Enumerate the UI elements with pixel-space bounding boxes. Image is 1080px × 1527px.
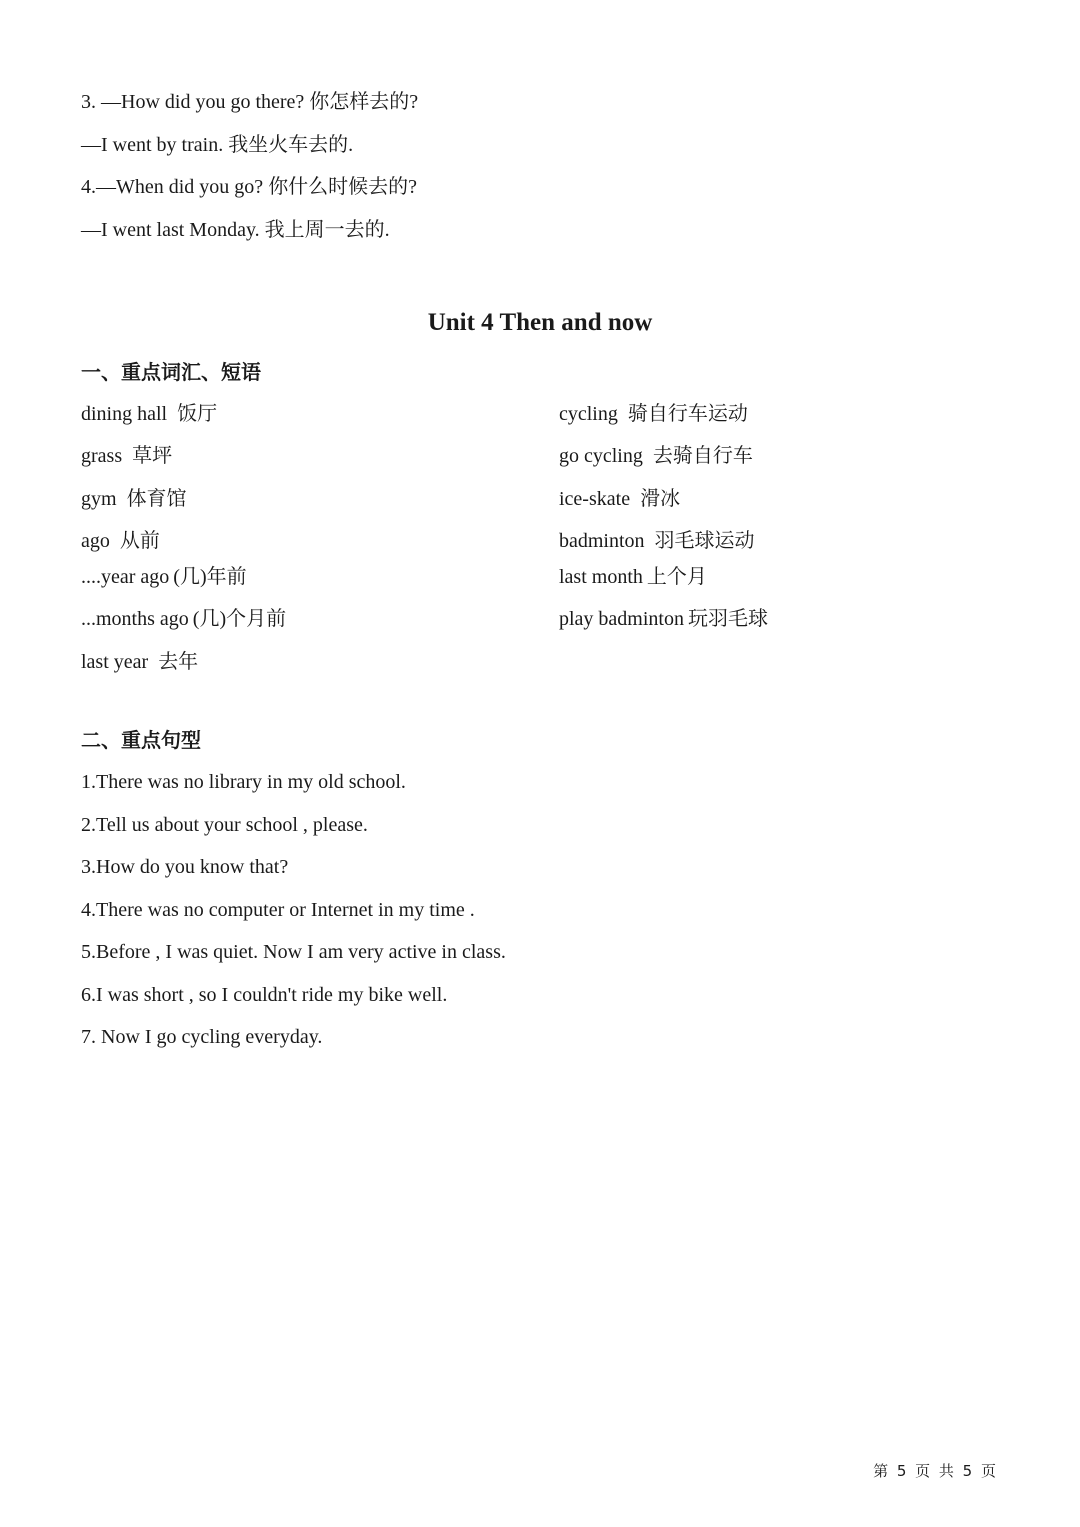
vocab-zh: 上个月 <box>646 566 707 588</box>
dialogue-line-2: —I went by train. 我坐火车去的. <box>81 134 354 156</box>
page-number: 第 5 页 共 5 页 <box>873 1462 998 1480</box>
vocab-zh: 饭厅 <box>177 403 218 425</box>
vocab-en: go cycling <box>559 445 643 467</box>
vocab-item <box>81 444 172 468</box>
vocab-zh: 去骑自行车 <box>652 445 753 467</box>
sentence-item: 4.There was no computer or Internet in my time . <box>81 899 475 921</box>
vocab-zh: 去年 <box>158 651 199 673</box>
dialogue-line-4: —I went last Monday. 我上周一去的. <box>81 219 390 241</box>
vocab-zh: 骑自行车运动 <box>627 403 748 425</box>
dialogue-line-1: 3. —How did you go there? 你怎样去的? <box>81 91 419 113</box>
vocab-zh: 草坪 <box>132 445 173 467</box>
vocab-zh: 体育馆 <box>126 488 187 510</box>
vocab-item <box>81 529 160 553</box>
vocab-zh: 玩羽毛球 <box>687 608 768 630</box>
vocab-en: ice-skate <box>559 488 631 510</box>
vocab-zh: (几)个月前 <box>192 608 287 630</box>
vocab-item <box>559 565 707 589</box>
vocab-en: grass <box>81 445 123 467</box>
sentence-item: 1.There was no library in my old school. <box>81 771 406 793</box>
vocab-item <box>81 650 198 674</box>
vocab-en: ago <box>81 530 110 552</box>
unit-title: Unit 4 Then and now <box>427 309 653 336</box>
vocab-zh: 羽毛球运动 <box>654 530 755 552</box>
vocab-item <box>81 565 247 589</box>
vocab-item <box>559 402 748 426</box>
vocab-en: ....year ago <box>81 566 170 588</box>
vocab-zh: (几)年前 <box>173 566 247 588</box>
vocab-item <box>559 487 680 511</box>
vocab-en: dining hall <box>81 403 168 425</box>
sentences-heading: 二、重点句型 <box>81 728 201 752</box>
vocab-item <box>559 444 753 468</box>
vocab-zh: 滑冰 <box>640 488 681 510</box>
vocab-en: ...months ago <box>81 608 189 630</box>
sentence-item: 2.Tell us about your school , please. <box>81 814 368 836</box>
dialogue-line-3: 4.—When did you go? 你什么时候去的? <box>81 176 418 198</box>
vocab-item <box>81 487 187 511</box>
vocab-en: badminton <box>559 530 645 552</box>
vocab-en: last year <box>81 651 149 673</box>
vocab-en: gym <box>81 488 117 510</box>
vocab-item <box>81 402 217 426</box>
vocab-item <box>81 607 286 631</box>
vocab-zh: 从前 <box>119 530 160 552</box>
vocab-en: last month <box>559 566 643 588</box>
sentence-item: 3.How do you know that? <box>81 856 289 878</box>
vocab-item <box>559 529 755 553</box>
sentence-item: 7. Now I go cycling everyday. <box>81 1026 323 1048</box>
vocab-item <box>559 607 768 631</box>
vocab-en: play badminton <box>559 608 684 630</box>
sentence-item: 5.Before , I was quiet. Now I am very active in class. <box>81 941 506 963</box>
vocab-heading: 一、重点词汇、短语 <box>81 360 261 384</box>
vocab-en: cycling <box>559 403 618 425</box>
sentence-item: 6.I was short , so I couldn't ride my bike well. <box>81 984 448 1006</box>
